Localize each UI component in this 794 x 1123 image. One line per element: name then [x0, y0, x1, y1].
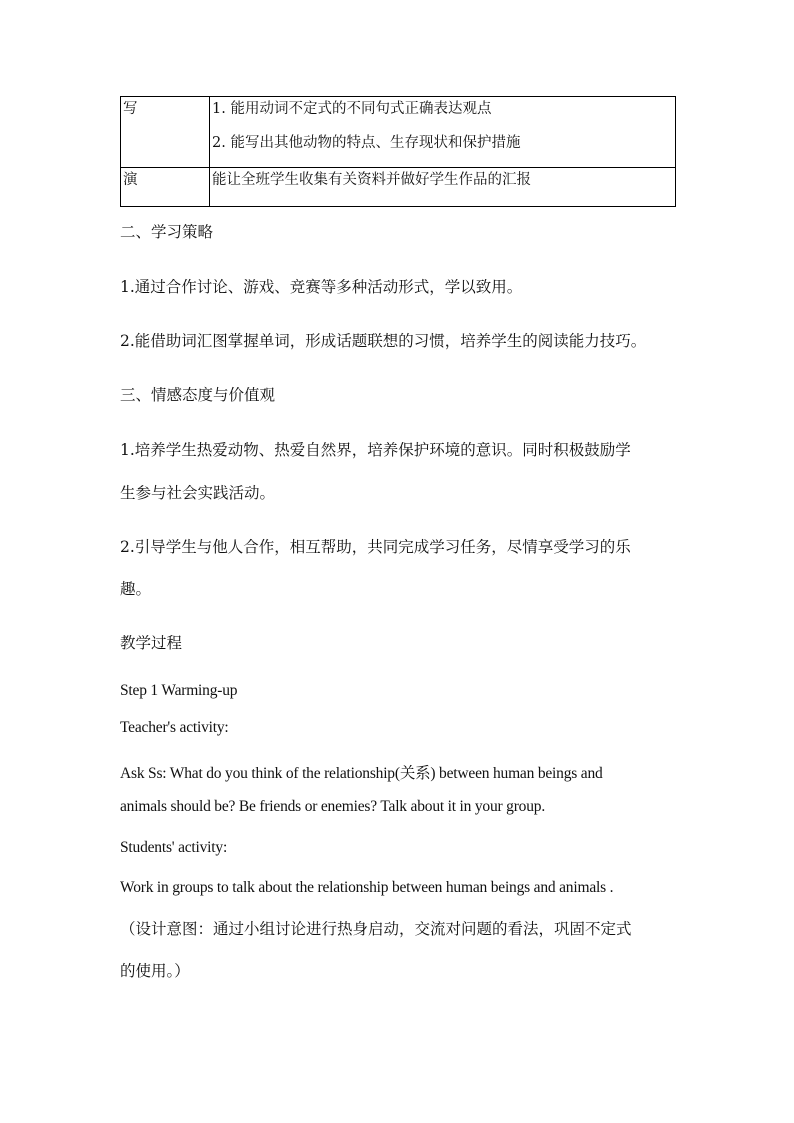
objectives-table [120, 96, 676, 207]
objective-item: 2. 能写出其他动物的特点、生存现状和保护措施 [212, 135, 521, 151]
values-item-continued: 生参与社会实践活动。 [120, 484, 276, 502]
strategy-item: 2.能借助词汇图掌握单词，形成话题联想的习惯，培养学生的阅读能力技巧。 [120, 332, 647, 350]
values-item-continued: 趣。 [120, 580, 152, 598]
table-row [121, 168, 676, 207]
strategy-item: 1.通过合作讨论、游戏、竞赛等多种活动形式，学以致用。 [120, 278, 523, 296]
table-row [121, 97, 676, 168]
values-item: 2.引导学生与他人合作，相互帮助，共同完成学习任务，尽情享受学习的乐 [120, 538, 631, 556]
teacher-activity-text-continued: animals should be? Be friends or enemies? Talk about it in your group. [120, 798, 545, 815]
row-label: 演 [121, 168, 210, 207]
teacher-activity-text: Ask Ss: What do you think of the relationship(关系) between human beings and [120, 765, 603, 782]
row-label: 写 [121, 97, 210, 168]
values-item: 1.培养学生热爱动物、热爱自然界，培养保护环境的意识。同时积极鼓励学 [120, 441, 631, 459]
design-intent-continued: 的使用。） [120, 962, 190, 980]
strategy-heading: 二、学习策略 [120, 223, 214, 241]
process-heading: 教学过程 [120, 634, 183, 652]
students-activity-label: Students' activity: [120, 839, 228, 856]
row-content [210, 97, 676, 168]
students-activity-text: Work in groups to talk about the relationship between human beings and animals . [120, 879, 614, 896]
design-intent: （设计意图：通过小组讨论进行热身启动，交流对问题的看法，巩固不定式 [120, 920, 632, 938]
values-heading: 三、情感态度与价值观 [120, 386, 276, 404]
objective-item: 1. 能用动词不定式的不同句式正确表达观点 [212, 101, 492, 117]
step-title: Step 1 Warming-up [120, 682, 238, 699]
teacher-activity-label: Teacher's activity: [120, 719, 229, 736]
row-content: 能让全班学生收集有关资料并做好学生作品的汇报 [210, 168, 676, 207]
